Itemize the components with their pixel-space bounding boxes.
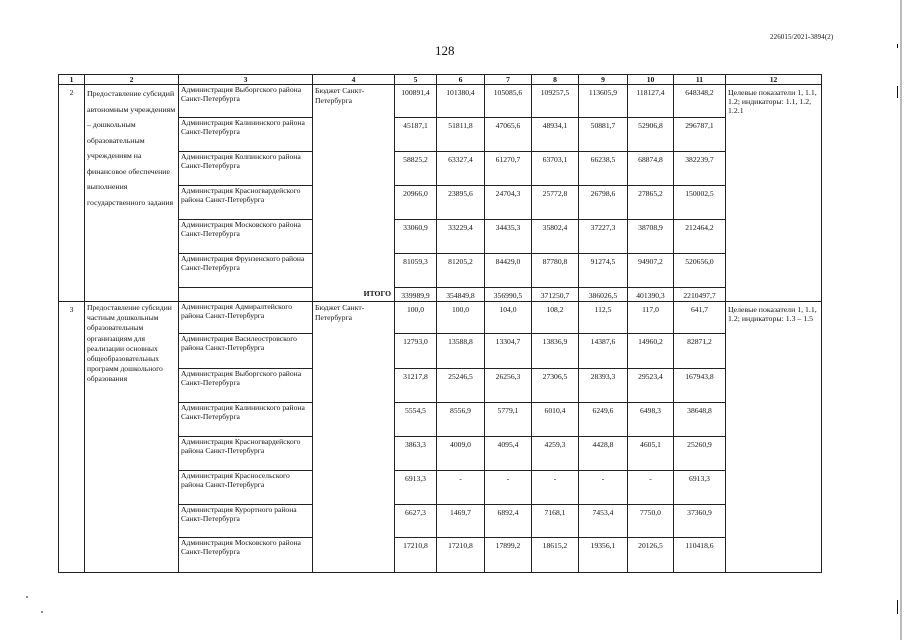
year-value: 37227,3	[579, 220, 628, 254]
year-value: 48934,1	[532, 118, 579, 152]
year-value: 17210,8	[395, 538, 437, 573]
column-header: 9	[579, 75, 628, 85]
column-header: 5	[395, 75, 437, 85]
year-value: 109257,5	[532, 85, 579, 118]
year-value: 296787,1	[674, 118, 726, 152]
year-value: 26798,6	[579, 186, 628, 220]
year-value: 27306,5	[532, 369, 579, 403]
administration-name: Администрация Московского района Санкт-Петербурга	[179, 220, 313, 254]
year-value: 45187,1	[395, 118, 437, 152]
year-value: 38648,8	[674, 403, 726, 437]
column-header: 2	[85, 75, 179, 85]
year-value: 4428,8	[579, 437, 628, 471]
year-value: 23895,6	[437, 186, 485, 220]
total-value: 401390,3	[628, 288, 674, 302]
year-value: 17899,2	[485, 538, 532, 573]
column-header: 12	[726, 75, 822, 85]
year-value: 20966,0	[395, 186, 437, 220]
column-header: 1	[59, 75, 85, 85]
year-value: 12793,0	[395, 334, 437, 369]
year-value: 6627,3	[395, 505, 437, 538]
ink-speck	[41, 611, 43, 613]
administration-name: Администрация Калининского района Санкт-Петербурга	[179, 118, 313, 152]
year-value: 81059,3	[395, 254, 437, 288]
funding-source: Бюджет Санкт-Петербурга	[313, 302, 395, 573]
year-value: 4095,4	[485, 437, 532, 471]
year-value: 20126,5	[628, 538, 674, 573]
administration-name: Администрация Адмиралтейского района Санкт-Петербурга	[179, 302, 313, 334]
year-value: 4605,1	[628, 437, 674, 471]
year-value: 17210,8	[437, 538, 485, 573]
year-value: 100891,4	[395, 85, 437, 118]
page-number: 128	[435, 43, 455, 58]
year-value: 6498,3	[628, 403, 674, 437]
year-value: 150002,5	[674, 186, 726, 220]
year-value: 29523,4	[628, 369, 674, 403]
year-value: 87780,8	[532, 254, 579, 288]
target-indicators: Целевые показатели 1, 1.1, 1.2; индикаторы: 1.1, 1.2, 1.2.1	[726, 85, 822, 302]
year-value: 113605,9	[579, 85, 628, 118]
year-value: 37360,9	[674, 505, 726, 538]
year-value: 28393,3	[579, 369, 628, 403]
year-value: 61270,7	[485, 152, 532, 186]
administration-name: Администрация Колпинского района Санкт-Петербурга	[179, 152, 313, 186]
administration-name: Администрация Калининского района Санкт-Петербурга	[179, 403, 313, 437]
year-value: 18615,2	[532, 538, 579, 573]
year-value: 1469,7	[437, 505, 485, 538]
year-value: 82871,2	[674, 334, 726, 369]
column-header: 7	[485, 75, 532, 85]
table-row	[59, 302, 822, 334]
year-value: 7453,4	[579, 505, 628, 538]
year-value: 50881,7	[579, 118, 628, 152]
administration-name: Администрация Фрунзенского района Санкт-Петербурга	[179, 254, 313, 288]
year-value: 4009,0	[437, 437, 485, 471]
year-value: -	[628, 471, 674, 505]
year-value: 81205,2	[437, 254, 485, 288]
year-value: -	[532, 471, 579, 505]
year-value: 6249,6	[579, 403, 628, 437]
column-header: 10	[628, 75, 674, 85]
year-value: 4259,3	[532, 437, 579, 471]
year-value: 13304,7	[485, 334, 532, 369]
target-indicators: Целевые показатели 1, 1.1, 1.2; индикаторы: 1.3 – 1.5	[726, 302, 822, 573]
year-value: 167943,8	[674, 369, 726, 403]
column-header: 6	[437, 75, 485, 85]
year-value: 13588,8	[437, 334, 485, 369]
year-value: 91274,5	[579, 254, 628, 288]
year-value: 100,0	[395, 302, 437, 334]
year-value: 117,0	[628, 302, 674, 334]
year-value: 382239,7	[674, 152, 726, 186]
year-value: 5779,1	[485, 403, 532, 437]
year-value: 520656,0	[674, 254, 726, 288]
column-header: 8	[532, 75, 579, 85]
administration-name: Администрация Выборгского района Санкт-Петербурга	[179, 369, 313, 403]
row-number: 2	[59, 85, 85, 302]
year-value: 118127,4	[628, 85, 674, 118]
year-value: 6010,4	[532, 403, 579, 437]
year-value: 6913,3	[674, 471, 726, 505]
year-value: 14960,2	[628, 334, 674, 369]
administration-name: Администрация Красносельского района Санкт-Петербурга	[179, 471, 313, 505]
program-description: Предоставление субсидий автономным учреждениям – дошкольным образовательным учреждениям на финансовое обеспечение выполнения государственного задания	[85, 85, 179, 302]
scan-edge-mark	[897, 44, 898, 48]
year-value: 27865,2	[628, 186, 674, 220]
year-value: -	[579, 471, 628, 505]
funding-source: Бюджет Санкт-Петербурга	[313, 85, 395, 302]
scan-edge-mark	[897, 600, 898, 614]
document-number: 226015/2021-3894(2)	[770, 33, 834, 41]
year-value: 24704,3	[485, 186, 532, 220]
year-value: 104,0	[485, 302, 532, 334]
scan-edge-mark	[897, 86, 898, 98]
year-value: 47065,6	[485, 118, 532, 152]
year-value: 63703,1	[532, 152, 579, 186]
ink-speck	[26, 596, 28, 598]
year-value: 14387,6	[579, 334, 628, 369]
year-value: -	[485, 471, 532, 505]
row-number: 3	[59, 302, 85, 573]
year-value: 34435,3	[485, 220, 532, 254]
year-value: 94907,2	[628, 254, 674, 288]
year-value: 25246,5	[437, 369, 485, 403]
column-header: 11	[674, 75, 726, 85]
budget-table	[58, 74, 822, 573]
total-value: 371250,7	[532, 288, 579, 302]
total-value: 354849,8	[437, 288, 485, 302]
year-value: 6913,3	[395, 471, 437, 505]
administration-name: Администрация Курортного района Санкт-Петербурга	[179, 505, 313, 538]
year-value: 648348,2	[674, 85, 726, 118]
total-value: 2210497,7	[674, 288, 726, 302]
year-value: 68874,8	[628, 152, 674, 186]
year-value: 7750,0	[628, 505, 674, 538]
year-value: 212464,2	[674, 220, 726, 254]
year-value: 6892,4	[485, 505, 532, 538]
year-value: 35802,4	[532, 220, 579, 254]
year-value: 33229,4	[437, 220, 485, 254]
year-value: -	[437, 471, 485, 505]
year-value: 66238,5	[579, 152, 628, 186]
year-value: 25260,9	[674, 437, 726, 471]
year-value: 63327,4	[437, 152, 485, 186]
year-value: 105085,6	[485, 85, 532, 118]
year-value: 8556,9	[437, 403, 485, 437]
year-value: 38708,9	[628, 220, 674, 254]
year-value: 25772,8	[532, 186, 579, 220]
year-value: 3863,3	[395, 437, 437, 471]
year-value: 108,2	[532, 302, 579, 334]
year-value: 26256,3	[485, 369, 532, 403]
administration-name: Администрация Московского района Санкт-Петербурга	[179, 538, 313, 573]
year-value: 101380,4	[437, 85, 485, 118]
year-value: 100,0	[437, 302, 485, 334]
administration-name: Администрация Выборгского района Санкт-Петербурга	[179, 85, 313, 118]
year-value: 641,7	[674, 302, 726, 334]
year-value: 51811,8	[437, 118, 485, 152]
header-row	[59, 75, 822, 85]
total-value: 356990,5	[485, 288, 532, 302]
year-value: 58825,2	[395, 152, 437, 186]
administration-name: Администрация Красногвардейского района Санкт-Петербурга	[179, 186, 313, 220]
year-value: 33060,9	[395, 220, 437, 254]
year-value: 13836,9	[532, 334, 579, 369]
year-value: 5554,5	[395, 403, 437, 437]
year-value: 110418,6	[674, 538, 726, 573]
total-value: 386026,5	[579, 288, 628, 302]
column-header: 4	[313, 75, 395, 85]
administration-name: Администрация Красногвардейского района Санкт-Петербурга	[179, 437, 313, 471]
year-value: 19356,1	[579, 538, 628, 573]
year-value: 7168,1	[532, 505, 579, 538]
table-row	[59, 85, 822, 118]
year-value: 52906,8	[628, 118, 674, 152]
year-value: 84429,0	[485, 254, 532, 288]
program-description: Предоставление субсидии частным дошкольным образовательным организациям для реализации основных общеобразовательных программ дошкольного образования	[85, 302, 179, 573]
year-value: 31217,8	[395, 369, 437, 403]
total-label: ИТОГО	[179, 288, 395, 302]
scan-edge-mark	[900, 0, 902, 640]
year-value: 112,5	[579, 302, 628, 334]
column-header: 3	[179, 75, 313, 85]
administration-name: Администрация Василеостровского района Санкт-Петербурга	[179, 334, 313, 369]
total-value: 339989,9	[395, 288, 437, 302]
